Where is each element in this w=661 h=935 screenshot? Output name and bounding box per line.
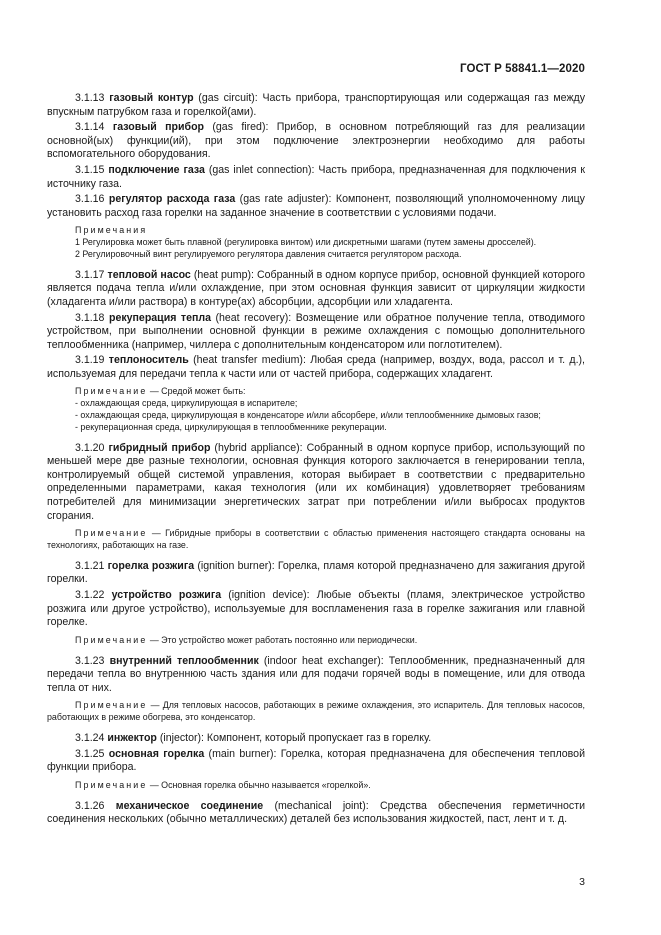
entry-term: газовый прибор xyxy=(112,121,205,134)
entry-definition: (heat recovery): Возмещение или обратное получение тепла, отводимого устройством, при выполнении основной функции в режиме охлаждения с помощью дополнительного теплообменника (например, чиллера с дополнительным конденсатором или поглотителем). xyxy=(47,311,585,351)
note-text: — Гибридные приборы в соответствии с областью применения настоящего стандарта основаны на технологиях, работающих на газе. xyxy=(47,528,585,551)
note-line xyxy=(47,780,585,792)
note-text: — Это устройство может работать постоянно или периодически. xyxy=(147,634,418,645)
entry-number: 3.1.22 xyxy=(75,589,105,602)
entry-definition: (gas fired): Прибор, в основном потребляющий газ для реализации основной(ых) функции(ий), при этом подключение электроэнергии необходимо для работы вспомогательного оборудования. xyxy=(47,121,585,161)
note-heading-line xyxy=(47,386,585,398)
note-label: Примечание xyxy=(75,386,148,397)
note-text: — Основная горелка обычно называется «горелкой». xyxy=(147,779,371,790)
entry-3-1-26 xyxy=(47,800,585,827)
note-3-1-16 xyxy=(47,225,585,260)
entry-number: 3.1.19 xyxy=(75,354,105,367)
note-text: — Средой может быть: xyxy=(147,386,246,397)
entry-term: регулятор расхода газа xyxy=(108,193,236,206)
entry-definition: (injector): Компонент, который пропускает газ в горелку. xyxy=(156,731,432,744)
entry-3-1-25 xyxy=(47,748,585,775)
entry-3-1-19 xyxy=(47,354,585,381)
entry-term: тепловой насос xyxy=(107,268,191,281)
entry-number: 3.1.13 xyxy=(75,92,105,104)
entry-3-1-20 xyxy=(47,442,585,524)
document-body xyxy=(47,92,585,829)
entry-term: рекуперация тепла xyxy=(108,311,211,324)
entry-number: 3.1.16 xyxy=(75,193,105,206)
entry-number: 3.1.15 xyxy=(75,163,105,176)
entry-number: 3.1.20 xyxy=(75,441,105,454)
entry-term: внутренний теплообменник xyxy=(109,654,259,667)
entry-definition: (gas rate adjuster): Компонент, позволяющий уполномоченному лицу установить расход газа горелки на заданное значение в соответствии с условиями подачи. xyxy=(47,193,585,219)
note-text: — Для тепловых насосов, работающих в режиме охлаждения, это испаритель. Для тепловых насосов, работающих в режиме обогрева, это конденсатор. xyxy=(47,700,585,723)
entry-number: 3.1.17 xyxy=(75,268,105,281)
entry-3-1-21 xyxy=(47,560,585,587)
note-3-1-20 xyxy=(47,528,585,552)
entry-definition: (indoor heat exchanger): Теплообменник, предназначенный для передачи тепла во внутреннюю часть здания или для подачи горячей воды в помещение, или для отвода тепла от них. xyxy=(47,654,585,694)
entry-3-1-18 xyxy=(47,312,585,353)
note-line xyxy=(47,528,585,552)
entry-term: подключение газа xyxy=(108,163,205,176)
note-item: - охлаждающая среда, циркулирующая в конденсаторе и/или абсорбере, и/или теплообменнике дымовых газов; xyxy=(75,410,541,421)
note-label: Примечание xyxy=(75,779,148,790)
entry-term: устройство розжига xyxy=(111,589,222,602)
entry-definition: (gas inlet connection): Часть прибора, предназначенная для подключения к источнику газа. xyxy=(47,163,585,190)
entry-definition: (main burner): Горелка, которая предназначена для обеспечения тепловой функции прибора. xyxy=(47,747,585,774)
note-3-1-19 xyxy=(47,386,585,433)
entry-3-1-17 xyxy=(47,269,585,310)
entry-3-1-23 xyxy=(47,655,585,696)
note-item: 2 Регулировочный винт регулируемого регулятора давления считается регулятором расхода. xyxy=(75,248,462,259)
entry-number: 3.1.24 xyxy=(75,731,105,744)
entry-number: 3.1.21 xyxy=(75,559,105,572)
entry-term: механическое соединение xyxy=(115,799,264,812)
entry-number: 3.1.18 xyxy=(75,311,105,324)
entry-definition: (mechanical joint): Средства обеспечения герметичности соединения нескольких (обычно металлических) деталей без использования жидкостей, паст, лент и т. д. xyxy=(47,799,585,826)
entry-number: 3.1.14 xyxy=(75,121,105,134)
entry-number: 3.1.23 xyxy=(75,654,105,667)
note-3-1-23 xyxy=(47,700,585,724)
note-item: 1 Регулировка может быть плавной (регулировка винтом) или дискретными шагами (путем замены дросселей). xyxy=(75,237,537,248)
entry-definition: (heat pump): Собранный в одном корпусе прибор, основной функцией которого является подача тепла и/или охлаждение, при этом основная функция зависит от циркуляции жидкости (хладагента и/или раствора) в контуре(ах) абсорбции, адсорбции или хладагента. xyxy=(47,268,585,308)
entry-number: 3.1.26 xyxy=(75,799,105,812)
entry-3-1-22 xyxy=(47,589,585,630)
entry-definition: (ignition device): Любые объекты (пламя, электрическое устройство розжига или другое устройство), используемые для воспламенения газа в горелке зажигания или главной горелке. xyxy=(47,589,585,629)
entry-term: инжектор xyxy=(107,731,157,744)
entry-number: 3.1.25 xyxy=(75,747,105,760)
entry-definition: (hybrid appliance): Собранный в одном корпусе прибор, использующий по меньшей мере две разные технологии, основная функция которого заключается в генерировании тепла, контролируемый общей системой управления, которая выбирает в соответствии с предварительно определенными параметрами, какая технология (или их комбинация) удовлетворяет требованиям потребителей для минимизации энергетических затрат при потреблении и/или выбросах продуктов сгорания. xyxy=(47,441,585,522)
entry-definition: (ignition burner): Горелка, пламя которой предназначено для зажигания другой горелки. xyxy=(47,559,585,586)
note-label: Примечание xyxy=(75,634,148,645)
note-label: Примечание xyxy=(75,700,148,711)
entry-definition: (heat transfer medium): Любая среда (например, воздух, вода, рассол и т. д.), используемая для передачи тепла к части или от частей прибора, содержащих хладагент. xyxy=(47,354,585,380)
entry-term: основная горелка xyxy=(108,747,205,760)
note-label: Примечание xyxy=(75,528,148,539)
entry-definition: (gas circuit): Часть прибора, транспортирующая или содержащая газ между впускным патрубком газа и горелкой(ами). xyxy=(47,92,586,118)
entry-term: гибридный прибор xyxy=(108,441,211,454)
entry-3-1-14 xyxy=(47,121,585,162)
note-line xyxy=(47,700,585,724)
note-line xyxy=(47,635,585,647)
document-header: ГОСТ Р 58841.1—2020 xyxy=(460,63,585,75)
entry-term: теплоноситель xyxy=(108,354,189,367)
entry-3-1-13 xyxy=(47,92,585,119)
entry-3-1-16 xyxy=(47,193,585,220)
note-item: - рекуперационная среда, циркулирующая в теплообменнике рекуперации. xyxy=(75,421,387,432)
note-3-1-22 xyxy=(47,635,585,647)
page-number: 3 xyxy=(579,876,585,888)
note-3-1-25 xyxy=(47,780,585,792)
note-heading: Примечания xyxy=(75,225,148,236)
entry-3-1-24 xyxy=(47,732,585,746)
entry-3-1-15 xyxy=(47,164,585,191)
entry-term: горелка розжига xyxy=(107,559,195,572)
note-item: - охлаждающая среда, циркулирующая в испарителе; xyxy=(75,398,298,409)
entry-term: газовый контур xyxy=(109,92,194,104)
